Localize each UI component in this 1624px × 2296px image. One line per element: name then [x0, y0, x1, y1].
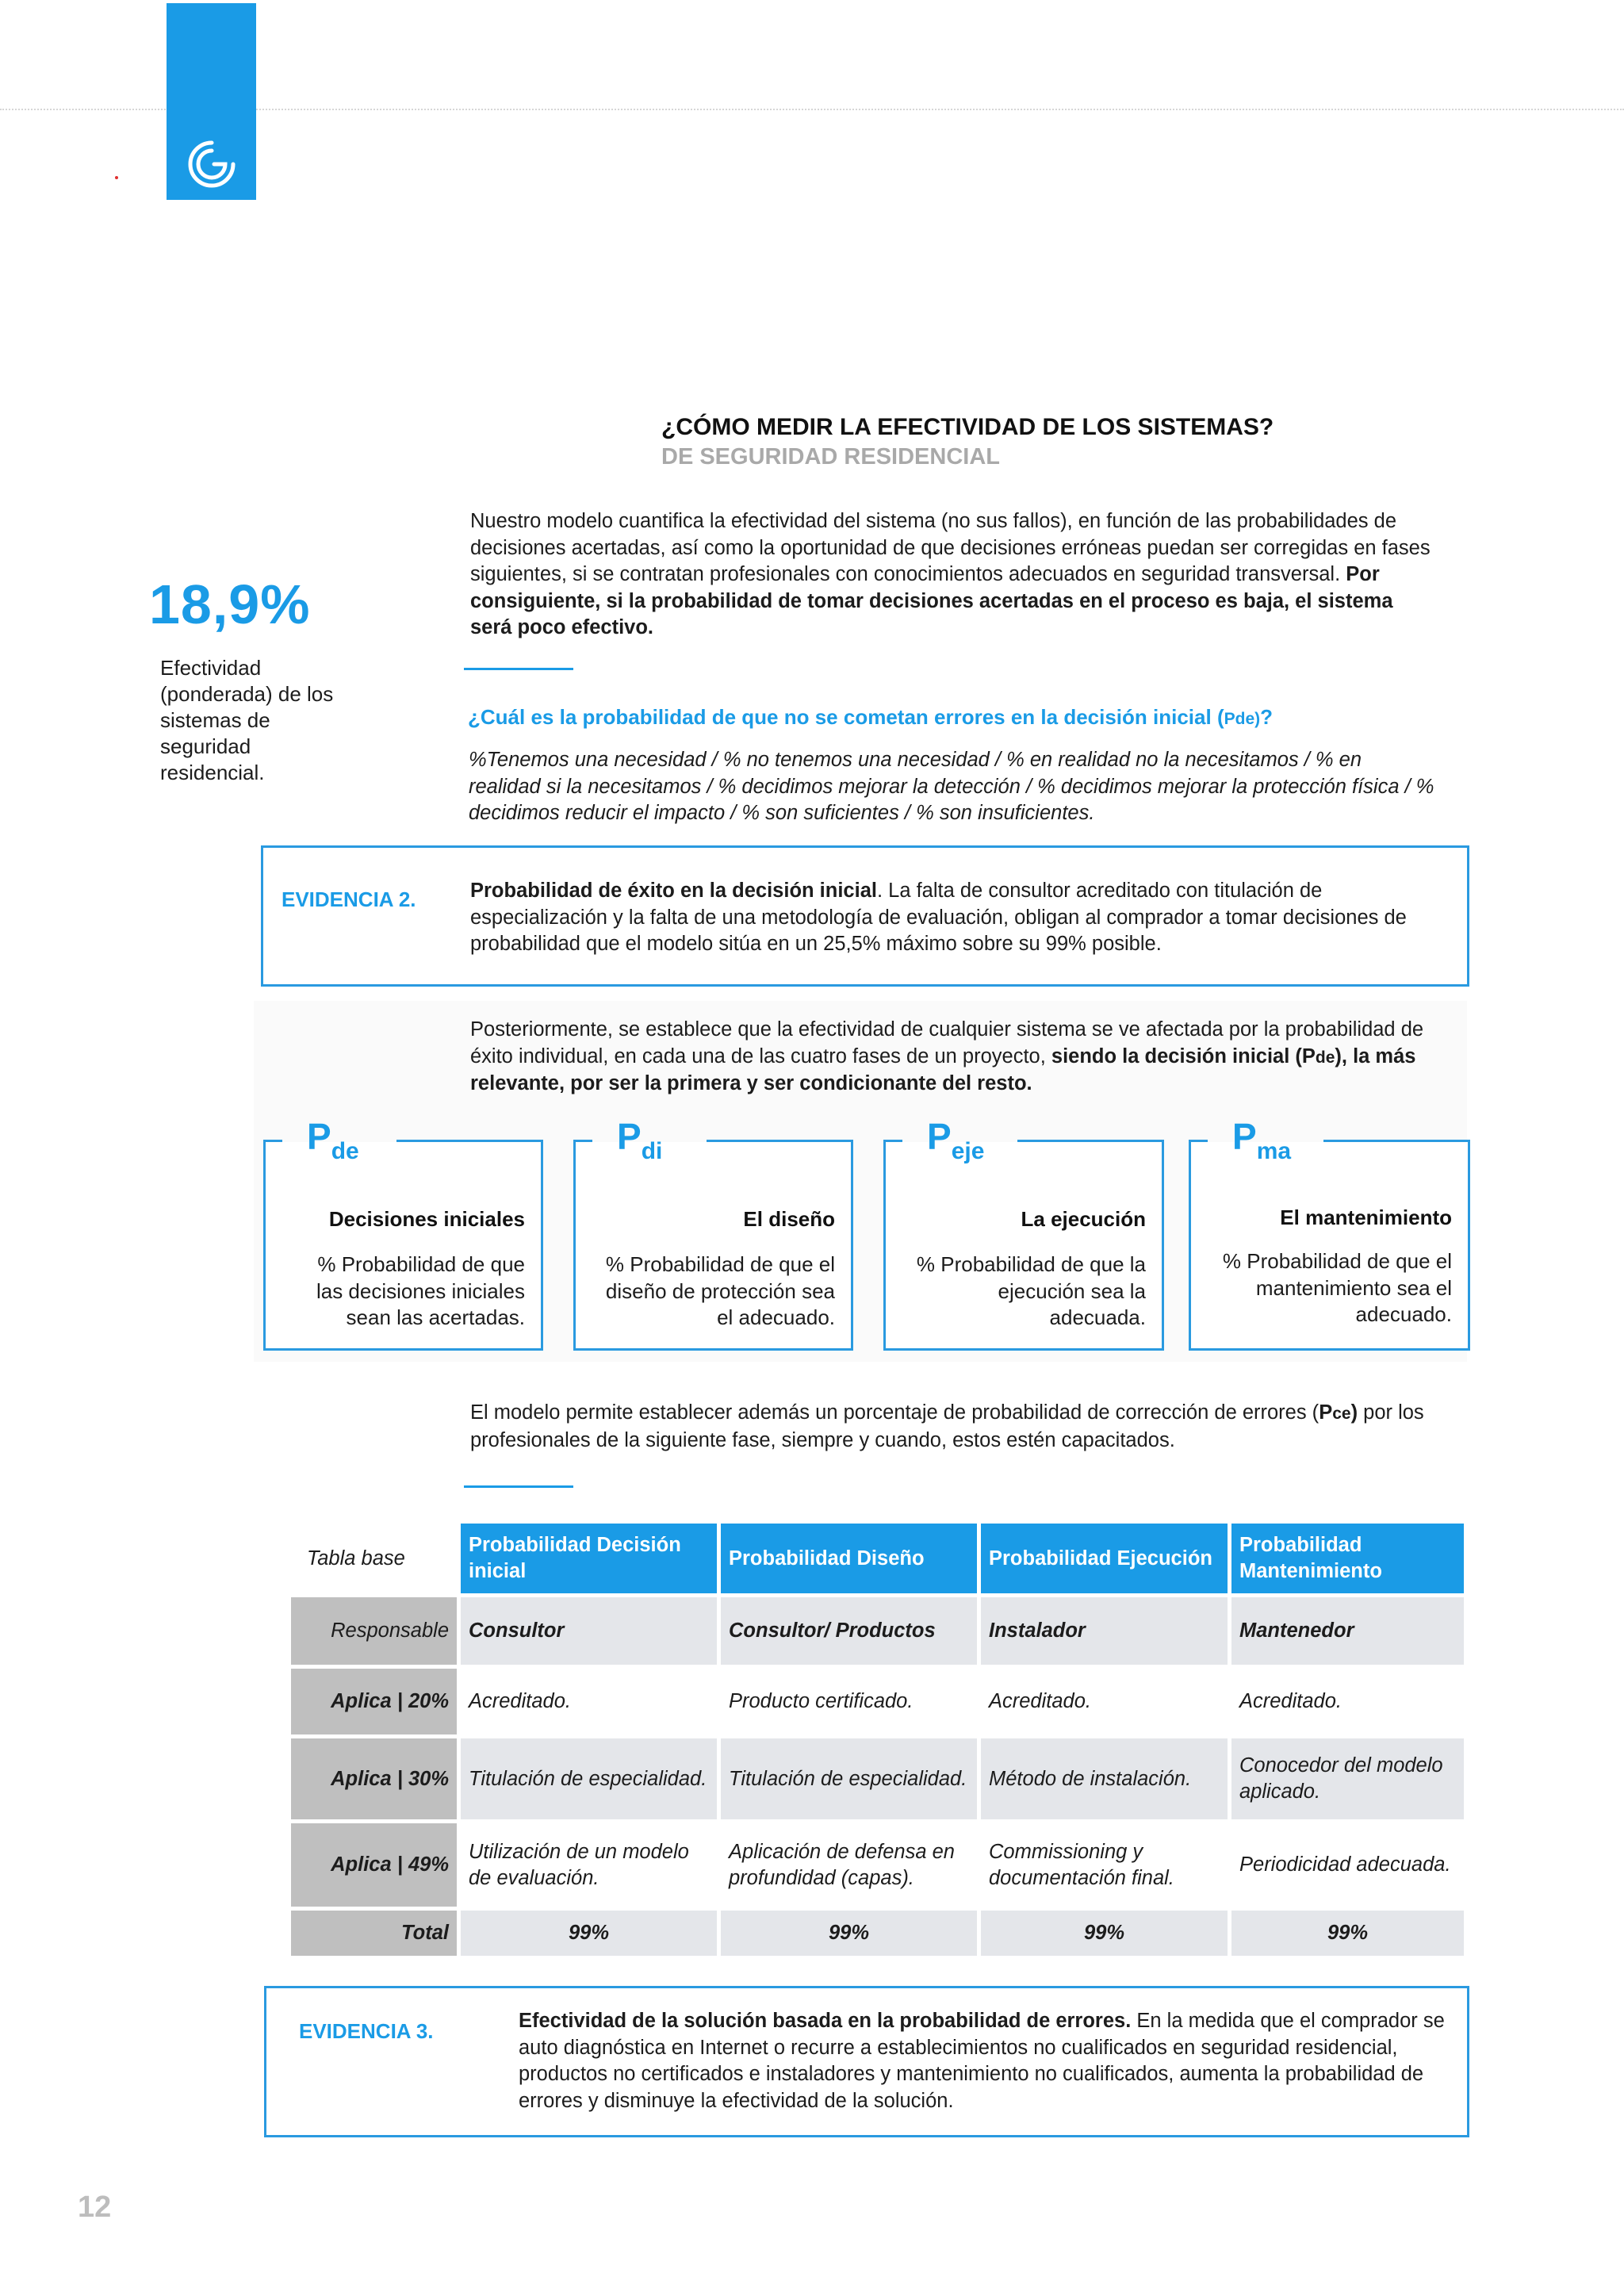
- phase-symbol: $P_{eje}$: [927, 1116, 985, 1164]
- table-cell: Acreditado.: [1231, 1669, 1464, 1734]
- evidence-2-text: [470, 878, 1446, 958]
- phase-title: La ejecución: [1021, 1207, 1146, 1231]
- table-cell: Aplicación de defensa en profundidad (capas).: [721, 1823, 977, 1907]
- phase-box-maintenance: [1189, 1116, 1470, 1351]
- row-label: Total: [291, 1911, 457, 1956]
- phase-symbol: $P_{di}$: [617, 1116, 663, 1164]
- table-cell: Acreditado.: [981, 1669, 1228, 1734]
- intro-bold: Por consiguiente, si la probabilidad de tomar decisiones acertadas en el proceso es baja, el sistema será poco efectivo.: [470, 563, 1393, 638]
- table-total-row: [291, 1911, 1464, 1956]
- table-cell: Titulación de especialidad.: [721, 1738, 977, 1819]
- phase-symbol: $P_{de}$: [307, 1116, 359, 1164]
- table-cell: Método de instalación.: [981, 1738, 1228, 1819]
- phase-title: El mantenimiento: [1280, 1205, 1452, 1229]
- stat-caption: Efectividad (ponderada) de los sistemas de seguridad residencial.: [160, 656, 334, 784]
- question-text: ¿Cuál es la probabilidad de que no se cometan errores en la decisión inicial (: [468, 705, 1224, 729]
- box-corner: [1017, 1140, 1164, 1142]
- table-row: [291, 1669, 1464, 1734]
- row-label: Aplica | 20%: [291, 1669, 457, 1734]
- logo-g-icon: [186, 138, 238, 190]
- evidence-3-bold: Efectividad de la solución basada en la probabilidad de errores.: [519, 2010, 1132, 2032]
- page-number: 12: [78, 2191, 112, 2224]
- phase-desc: % Probabilidad de que el diseño de protección sea el adecuado.: [605, 1252, 835, 1329]
- table-cell: 99%: [461, 1911, 717, 1956]
- phases-intro-text: Posteriormente, se establece que la efectividad de cualquier sistema se ve afectada por la probabilidad de éxito individual, en cada una de las cuatro fases de un proyecto,: [470, 1018, 1424, 1068]
- box-corner: [573, 1140, 592, 1142]
- table-header: Probabilidad Mantenimiento: [1231, 1524, 1464, 1593]
- box-corner: [883, 1140, 902, 1142]
- box-corner: [396, 1140, 543, 1142]
- table-cell: Producto certificado.: [721, 1669, 977, 1734]
- table-cell: Consultor/ Productos: [721, 1597, 977, 1665]
- row-label: Aplica | 49%: [291, 1823, 457, 1907]
- phase-desc: % Probabilidad de que el mantenimiento sea el adecuado.: [1222, 1249, 1452, 1326]
- table-header: Probabilidad Diseño: [721, 1524, 977, 1593]
- table-row: [291, 1823, 1464, 1907]
- table-cell: Conocedor del modelo aplicado.: [1231, 1738, 1464, 1819]
- phases-intro-bold: siendo la decisión inicial (P: [1051, 1045, 1316, 1068]
- section-rule: [464, 668, 573, 670]
- box-corner: [1323, 1140, 1470, 1142]
- model-bold-end: ): [1350, 1401, 1358, 1424]
- model-bold: P: [1319, 1401, 1333, 1424]
- model-end: por los profesionales de la siguiente fase, siempre y cuando, estos estén capacitados.: [470, 1401, 1424, 1451]
- box-corner: [263, 1140, 282, 1142]
- needs-list: %Tenemos una necesidad / % no tenemos una necesidad / % en realidad no la necesitamos / % en realidad si la necesitamos / % decidimos mejorar la detección / % decidimos mejorar la protección física / % decidimos reducir el impacto / % son suficientes / % son insuficientes.: [469, 749, 1434, 824]
- table-cell: 99%: [981, 1911, 1228, 1956]
- phase-desc: % Probabilidad de que las decisiones iniciales sean las acertadas.: [316, 1252, 525, 1329]
- phase-symbol: $P_{ma}$: [1232, 1116, 1292, 1164]
- evidence-3-body: En la medida que el comprador se auto diagnóstica en Internet o recurre a establecimientos no cualificados en seguridad residencial, productos no certificados e instaladores y mantenimiento no cualificados, aumenta la probabilidad de errores y disminuye la efectividad de la solución.: [519, 2010, 1445, 2112]
- evidence-2-label: EVIDENCIA 2.: [282, 887, 416, 911]
- brand-logo: [167, 3, 256, 200]
- table-row: [291, 1738, 1464, 1819]
- table-cell: Utilización de un modelo de evaluación.: [461, 1823, 717, 1907]
- table-header-row: [291, 1524, 1464, 1593]
- table-corner: Tabla base: [291, 1524, 457, 1593]
- page-subtitle: DE SEGURIDAD RESIDENCIAL: [661, 444, 1000, 470]
- model-paragraph: [470, 1400, 1454, 1454]
- model-text: El modelo permite establecer además un porcentaje de probabilidad de corrección de errores (: [470, 1401, 1320, 1424]
- phase-title: El diseño: [743, 1207, 835, 1231]
- table-cell: Titulación de especialidad.: [461, 1738, 717, 1819]
- evidence-3-label: EVIDENCIA 3.: [299, 2019, 434, 2043]
- phases-intro: [470, 1017, 1454, 1098]
- stat-value: 18,9%: [149, 573, 311, 635]
- table-cell: 99%: [1231, 1911, 1464, 1956]
- question-end: ?: [1260, 705, 1274, 729]
- base-table: [287, 1520, 1468, 1960]
- table-cell: Consultor: [461, 1597, 717, 1665]
- intro-text: Nuestro modelo cuantifica la efectividad del sistema (no sus fallos), en función de las probabilidades de decisiones acertadas, así como la oportunidad de que decisiones erróneas puedan ser corregidas en fases siguientes, si se contratan profesionales con conocimientos adecuados en seguridad transversal.: [470, 510, 1431, 585]
- table-cell: Periodicidad adecuada.: [1231, 1823, 1464, 1907]
- decorative-dot: [115, 176, 118, 179]
- table-row: [291, 1597, 1464, 1665]
- table-cell: Acreditado.: [461, 1669, 717, 1734]
- table-cell: Instalador: [981, 1597, 1228, 1665]
- phase-box-design: [573, 1116, 853, 1351]
- phase-box-decision: [263, 1116, 543, 1351]
- question-heading: [468, 705, 1273, 730]
- table-cell: 99%: [721, 1911, 977, 1956]
- table-cell: Commissioning y documentación final.: [981, 1823, 1228, 1907]
- box-corner: [707, 1140, 853, 1142]
- page-title: ¿CÓMO MEDIR LA EFECTIVIDAD DE LOS SISTEMAS?: [661, 414, 1274, 440]
- model-sub: ce: [1332, 1405, 1351, 1423]
- phases-intro-sub: de: [1315, 1048, 1335, 1067]
- table-header: Probabilidad Decisión inicial: [461, 1524, 717, 1593]
- phase-box-execution: [883, 1116, 1164, 1351]
- evidence-2-bold: Probabilidad de éxito en la decisión inicial: [470, 880, 877, 902]
- row-label: Aplica | 30%: [291, 1738, 457, 1819]
- phase-title: Decisiones iniciales: [328, 1207, 525, 1231]
- row-label: Responsable: [291, 1597, 457, 1665]
- question-sub: Pde): [1224, 710, 1261, 728]
- table-cell: Mantenedor: [1231, 1597, 1464, 1665]
- section-rule: [464, 1485, 573, 1488]
- evidence-3-text: [519, 2008, 1454, 2114]
- box-corner: [1189, 1140, 1208, 1142]
- phase-desc: % Probabilidad de que la ejecución sea la adecuada.: [916, 1252, 1146, 1329]
- phases-intro-bold-end: ), la más relevante, por ser la primera y ser condicionante del resto.: [470, 1045, 1416, 1094]
- evidence-2-body: . La falta de consultor acreditado con titulación de especialización y la falta de una metodología de evaluación, obligan al comprador a tomar decisiones de probabilidad que el modelo sitúa en un 25,5% máximo sobre su 99% posible.: [470, 880, 1407, 955]
- table-header: Probabilidad Ejecución: [981, 1524, 1228, 1593]
- intro-paragraph: [470, 508, 1438, 642]
